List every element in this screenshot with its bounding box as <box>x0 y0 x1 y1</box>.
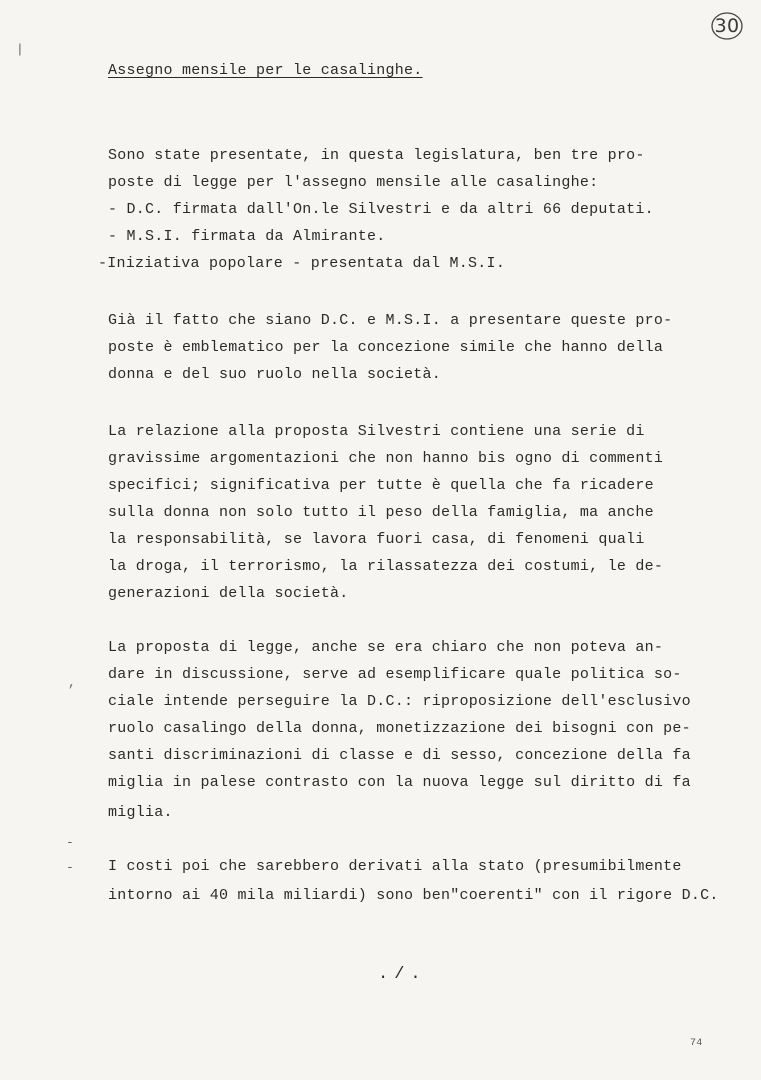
paragraph-1-line-3: - D.C. firmata dall'On.le Silvestri e da altri 66 deputati. <box>108 201 654 218</box>
paragraph-3-line-2: gravissime argomentazioni che non hanno bis ogno di commenti <box>108 450 664 467</box>
paragraph-5-line-2: intorno ai 40 mila miliardi) sono ben"coerenti" con il rigore D.C. <box>108 887 719 904</box>
document-title: Assegno mensile per le casalinghe. <box>108 62 423 79</box>
page-number-text: 30 <box>714 15 740 37</box>
paragraph-4-line-4: ruolo casalingo della donna, monetizzazione dei bisogni con pe- <box>108 720 691 737</box>
paragraph-2-line-1: Già il fatto che siano D.C. e M.S.I. a presentare queste pro- <box>108 312 673 329</box>
paragraph-4-line-6: miglia in palese contrasto con la nuova legge sul diritto di fa <box>108 774 691 791</box>
continuation-mark: ./. <box>378 965 427 984</box>
paragraph-3-line-5: la responsabilità, se lavora fuori casa, di fenomeni quali <box>108 531 645 548</box>
paragraph-2-line-2: poste è emblematico per la concezione simile che hanno della <box>108 339 664 356</box>
margin-dash-1: - <box>66 835 75 850</box>
paragraph-1-line-1: Sono state presentate, in questa legislatura, ben tre pro- <box>108 147 645 164</box>
margin-tick-top: | <box>16 42 25 57</box>
paragraph-4-line-1: La proposta di legge, anche se era chiaro che non poteva an- <box>108 639 664 656</box>
paragraph-3-line-4: sulla donna non solo tutto il peso della famiglia, ma anche <box>108 504 654 521</box>
paragraph-4-line-7: miglia. <box>108 804 173 821</box>
paragraph-3-line-1: La relazione alla proposta Silvestri contiene una serie di <box>108 423 645 440</box>
margin-dash-2: - <box>66 860 75 875</box>
bottom-corner-mark: 74 <box>690 1038 703 1049</box>
paragraph-4-line-5: santi discriminazioni di classe e di sesso, concezione della fa <box>108 747 691 764</box>
page-number <box>710 10 744 42</box>
paragraph-3-line-6: la droga, il terrorismo, la rilassatezza dei costumi, le de- <box>108 558 664 575</box>
margin-tick-middle: , <box>68 675 77 690</box>
paragraph-1-line-4: - M.S.I. firmata da Almirante. <box>108 228 386 245</box>
paragraph-1-line-2: poste di legge per l'assegno mensile alle casalinghe: <box>108 174 599 191</box>
paragraph-4-line-2: dare in discussione, serve ad esemplificare quale politica so- <box>108 666 682 683</box>
paragraph-5-line-1: I costi poi che sarebbero derivati alla stato (presumibilmente <box>108 858 682 875</box>
paragraph-1-line-5: -Iniziativa popolare - presentata dal M.S.I. <box>98 255 506 272</box>
paragraph-3-line-7: generazioni della società. <box>108 585 349 602</box>
paragraph-2-line-3: donna e del suo ruolo nella società. <box>108 366 442 383</box>
paragraph-3-line-3: specifici; significativa per tutte è quella che fa ricadere <box>108 477 654 494</box>
paragraph-4-line-3: ciale intende perseguire la D.C.: riproposizione dell'esclusivo <box>108 693 691 710</box>
